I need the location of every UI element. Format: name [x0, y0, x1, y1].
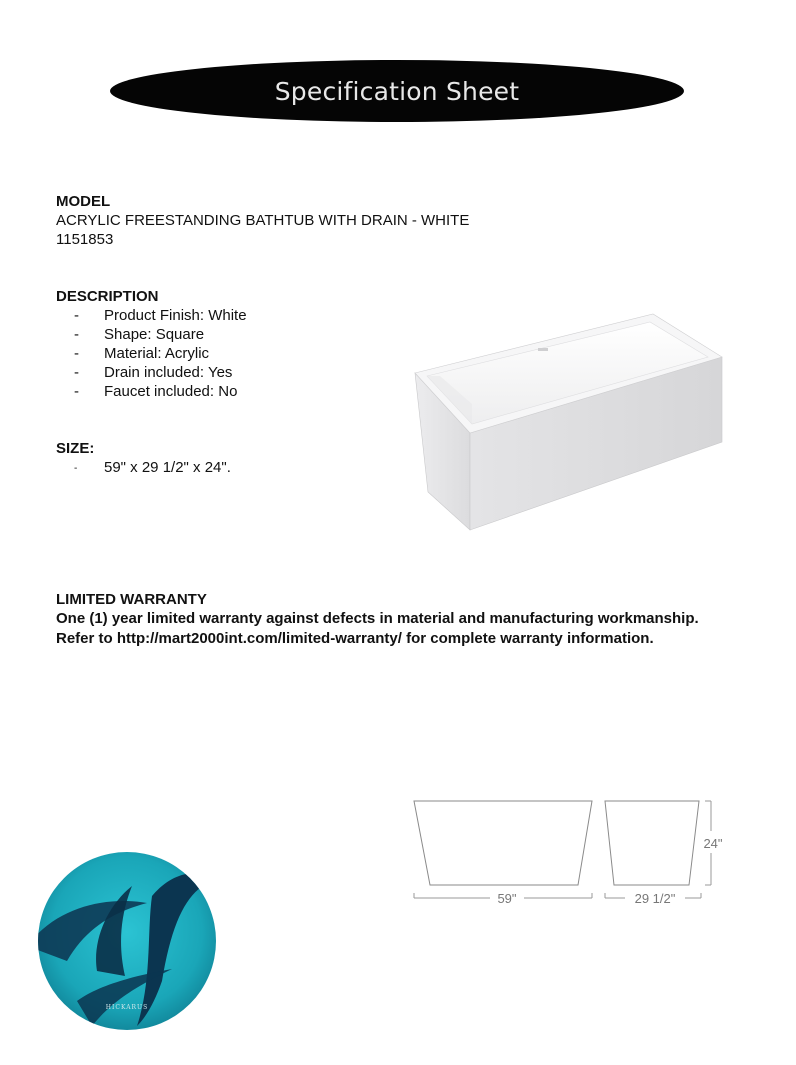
size-section — [56, 439, 231, 477]
length-label: 59" — [497, 891, 517, 906]
width-label: 29 1/2" — [634, 891, 676, 906]
model-section — [56, 192, 469, 249]
brand-logo — [37, 851, 217, 1031]
dimension-drawing — [408, 795, 738, 910]
warranty-text: One (1) year limited warranty against defects in material and manufacturing workmanship. — [56, 610, 699, 627]
description-list — [56, 306, 247, 401]
brand-name: HICKARUS — [105, 1004, 149, 1011]
header-banner — [110, 60, 684, 122]
height-label: 24" — [703, 836, 723, 851]
list-item: - Drain included: Yes — [74, 364, 233, 381]
size-value: 59" x 29 1/2" x 24". — [104, 459, 231, 476]
description-section — [56, 287, 247, 401]
description-heading: DESCRIPTION — [56, 288, 159, 305]
list-item: - Faucet included: No — [74, 383, 238, 400]
warranty-section — [56, 590, 699, 649]
model-heading: MODEL — [56, 193, 111, 210]
page-title: Specification Sheet — [274, 76, 520, 106]
warranty-heading: LIMITED WARRANTY — [56, 591, 207, 608]
list-item: - Shape: Square — [74, 326, 205, 343]
list-item: - 59" x 29 1/2" x 24". — [74, 459, 231, 476]
warranty-link-text: Refer to http://mart2000int.com/limited-warranty/ for complete warranty information. — [56, 630, 654, 647]
model-number: 1151853 — [56, 231, 114, 248]
list-item: - Material: Acrylic — [74, 345, 210, 362]
model-name: ACRYLIC FREESTANDING BATHTUB WITH DRAIN - WHITE — [56, 212, 470, 229]
bathtub-image — [410, 312, 730, 534]
size-heading: SIZE: — [56, 440, 95, 457]
list-item: - Product Finish: White — [74, 307, 247, 324]
